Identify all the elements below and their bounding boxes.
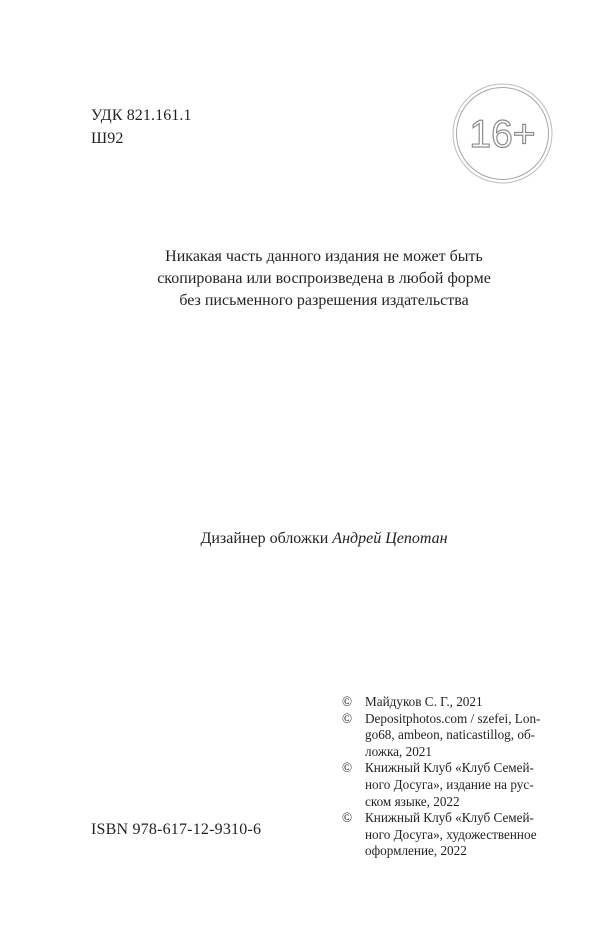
copyright-line: ного Досуга», издание на рус- [365, 776, 534, 792]
copyright-symbol: © [342, 760, 353, 776]
copyright-line: ложка, 2021 [365, 743, 432, 759]
copyright-symbol: © [342, 694, 353, 709]
copyright-line: оформление, 2022 [365, 843, 467, 859]
designer-name: Андрей Цепотан [332, 530, 448, 547]
copyright-entry [342, 810, 562, 860]
copyright-entry [342, 760, 562, 810]
notice-line: скопирована или воспроизведена в любой форме [157, 270, 491, 287]
age-rating-circle-icon [452, 83, 553, 184]
copyright-entry [342, 694, 562, 711]
notice-line: Никакая часть данного издания не может быть [165, 248, 483, 265]
copyright-line: Книжный Клуб «Клуб Семей- [365, 760, 534, 776]
copyright-line: ском языке, 2022 [365, 793, 460, 809]
copyright-notice [95, 246, 553, 312]
copyright-list [342, 694, 562, 860]
copyright-line: go68, ambeon, naticastillog, об- [365, 727, 536, 743]
udk-code: УДК 821.161.1 [91, 107, 192, 124]
age-rating-label: 16+ [469, 113, 536, 156]
copyright-line: Книжный Клуб «Клуб Семей- [365, 810, 534, 826]
copyright-symbol: © [342, 710, 353, 726]
copyright-line: Depositphotos.com / szefei, Lon- [365, 710, 541, 726]
isbn: ISBN 978-617-12-9310-6 [91, 821, 262, 838]
copyright-line: ного Досуга», художественное [365, 826, 537, 842]
notice-line: без письменного разрешения издательства [179, 292, 469, 309]
copyright-symbol: © [342, 810, 353, 826]
cover-designer-credit [95, 529, 553, 549]
copyright-entry [342, 711, 562, 761]
udk-block [91, 104, 192, 150]
copyright-line: Майдуков С. Г., 2021 [365, 694, 483, 709]
designer-prefix: Дизайнер обложки [200, 530, 329, 547]
author-mark: Ш92 [91, 130, 124, 147]
